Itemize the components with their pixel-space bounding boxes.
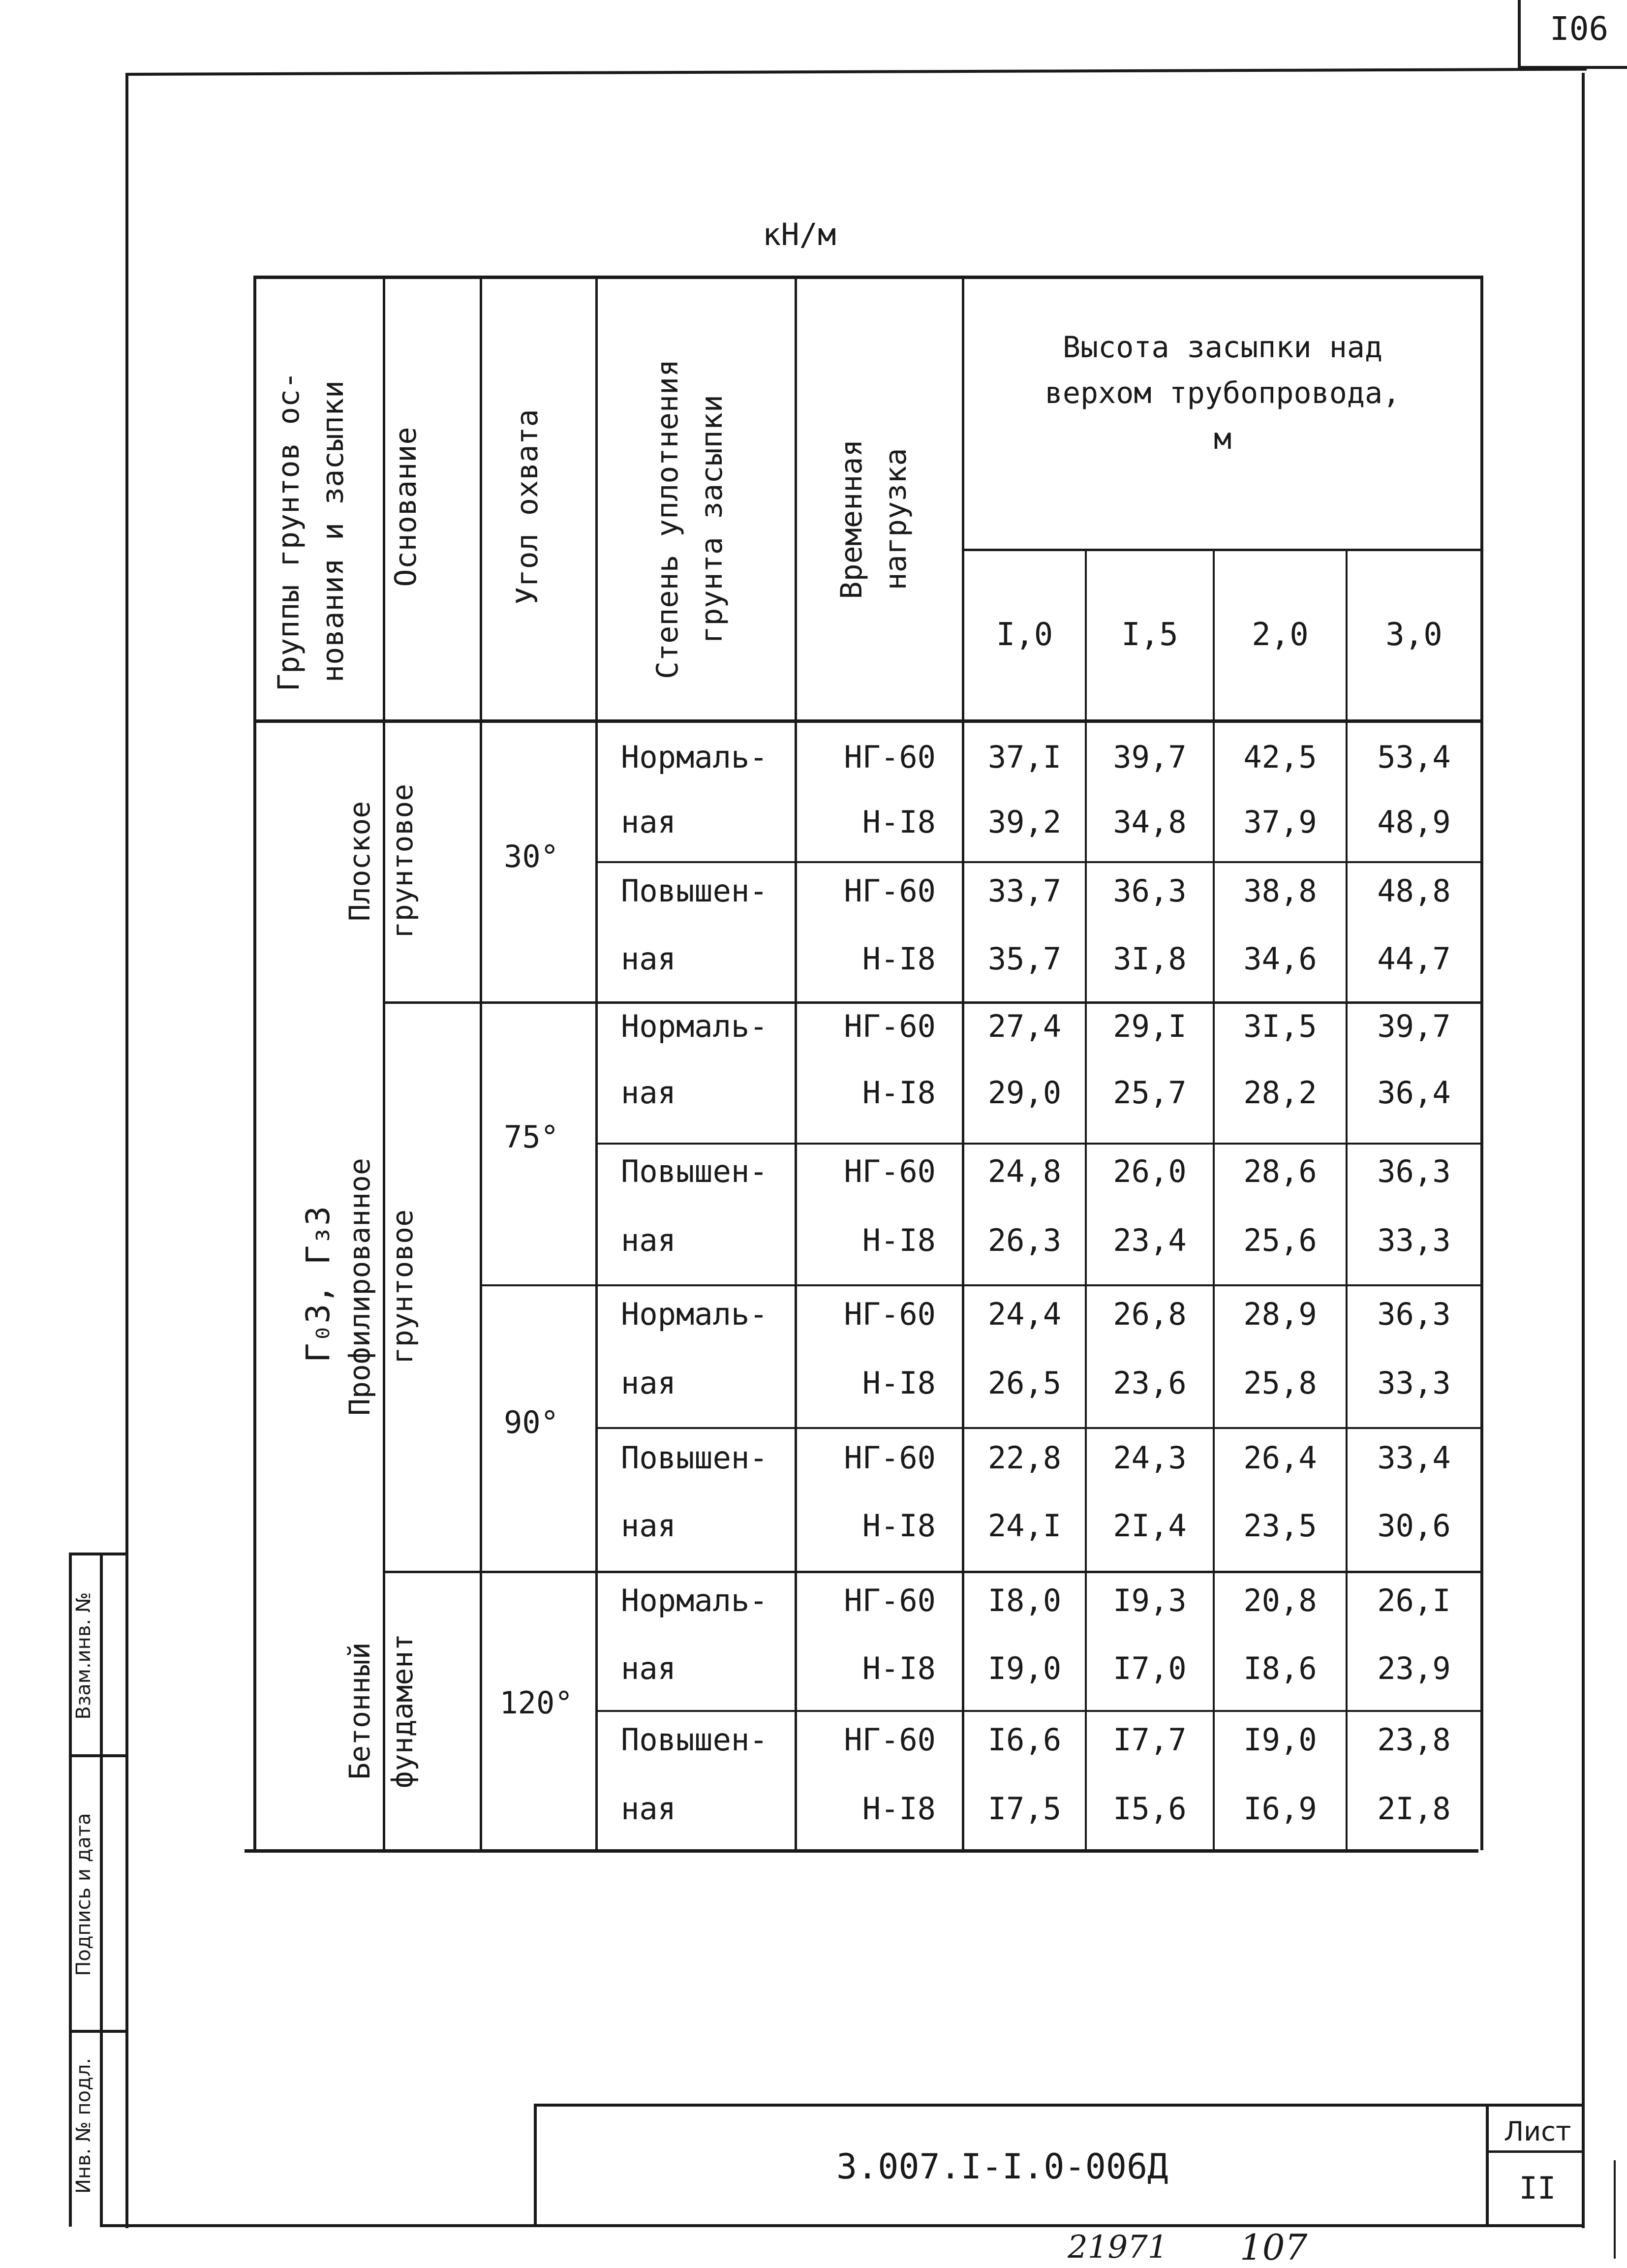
frame-top xyxy=(125,68,1587,76)
header-height: Высота засыпки над верхом трубопровода, м xyxy=(1044,330,1401,456)
height-subheader-rule xyxy=(963,549,1483,551)
table-cell: I9,0 xyxy=(987,1650,1062,1686)
table-cell: 33,4 xyxy=(1377,1440,1451,1476)
frame-bottom xyxy=(100,2224,1585,2227)
table-cell: 26,3 xyxy=(987,1222,1062,1258)
load-label: НГ-60 xyxy=(844,1296,936,1332)
sheet-number: II xyxy=(1519,2170,1556,2206)
table-cell: 44,7 xyxy=(1377,941,1451,977)
height-col-2: I,5 xyxy=(1121,617,1178,653)
compaction-normal-4b: ная xyxy=(621,1650,676,1686)
table-cell: 23,9 xyxy=(1377,1650,1451,1686)
table-cell: 33,3 xyxy=(1377,1222,1451,1258)
load-label: Н-I8 xyxy=(862,1508,936,1544)
table-cell: 29,I xyxy=(1113,1008,1187,1044)
stamp-vzam: Взам.инв. № xyxy=(72,1592,95,1720)
table-cell: I9,0 xyxy=(1243,1722,1317,1758)
compaction-normal-2b: ная xyxy=(621,1075,676,1111)
angle-75: 75° xyxy=(504,1119,559,1155)
load-label: Н-I8 xyxy=(862,804,936,840)
comp-rule-3 xyxy=(595,1427,1482,1429)
table-cell: 39,7 xyxy=(1377,1008,1451,1044)
compaction-normal-4: Нормаль- xyxy=(621,1583,768,1618)
compaction-raised-4: Повышен- xyxy=(621,1722,768,1758)
table-bottom-rule xyxy=(245,1849,1478,1853)
load-label: Н-I8 xyxy=(862,1791,936,1827)
table-cell: I6,9 xyxy=(1243,1791,1317,1827)
table-cell: 23,8 xyxy=(1377,1722,1451,1758)
top-sheet-number: I06 xyxy=(1550,10,1609,48)
angle-120: 120° xyxy=(499,1685,573,1721)
stamp-mid xyxy=(100,1553,103,2227)
title-block-left xyxy=(534,2104,537,2227)
table-cell: 2I,4 xyxy=(1113,1508,1187,1544)
compaction-normal-1: Нормаль- xyxy=(621,739,768,775)
table-cell: 38,8 xyxy=(1243,873,1317,909)
load-label: НГ-60 xyxy=(844,1440,936,1476)
table-cell: 23,5 xyxy=(1243,1508,1317,1544)
stamp-podpis: Подпись и дата xyxy=(72,1813,95,1976)
table-cell: 36,3 xyxy=(1113,873,1187,909)
load-label: НГ-60 xyxy=(844,1722,936,1758)
document-code: 3.007.I-I.0-006Д xyxy=(836,2146,1168,2187)
table-cell: I8,0 xyxy=(987,1583,1062,1618)
margin-mark xyxy=(1614,2160,1616,2259)
compaction-raised-1b: ная xyxy=(621,941,676,977)
table-cell: 28,6 xyxy=(1243,1153,1317,1189)
table-cell: 36,4 xyxy=(1377,1075,1451,1111)
compaction-raised-4b: ная xyxy=(621,1791,676,1827)
table-cell: I7,0 xyxy=(1113,1650,1187,1686)
top-number-divider xyxy=(1518,0,1521,69)
header-angle: Угол охвата xyxy=(510,409,545,605)
table-cell: 3I,8 xyxy=(1113,941,1187,977)
table-cell: 29,0 xyxy=(987,1075,1062,1111)
table-cell: 36,3 xyxy=(1377,1296,1451,1332)
table-top-rule xyxy=(253,276,1483,279)
table-cell: 37,9 xyxy=(1243,804,1317,840)
table-cell: 33,3 xyxy=(1377,1365,1451,1401)
compaction-normal-1b: ная xyxy=(621,804,676,840)
load-label: НГ-60 xyxy=(844,1008,936,1044)
table-cell: 26,5 xyxy=(987,1365,1062,1401)
load-label: Н-I8 xyxy=(862,1075,936,1111)
compaction-raised-3b: ная xyxy=(621,1508,676,1544)
table-cell: 28,9 xyxy=(1243,1296,1317,1332)
table-cell: 42,5 xyxy=(1243,739,1317,775)
title-block-sheet-divider xyxy=(1486,2104,1489,2227)
compaction-raised-1: Повышен- xyxy=(621,873,768,909)
table-cell: I8,6 xyxy=(1243,1650,1317,1686)
sheet-label: Лист xyxy=(1504,2116,1571,2147)
table-cell: 35,7 xyxy=(987,941,1062,977)
table-cell: 34,6 xyxy=(1243,941,1317,977)
soil-group-label: Г₀3, Г₃3 xyxy=(299,1206,337,1363)
table-cell: I9,3 xyxy=(1113,1583,1187,1618)
load-label: НГ-60 xyxy=(844,873,936,909)
table-cell: 25,7 xyxy=(1113,1075,1187,1111)
table-cell: 48,9 xyxy=(1377,804,1451,840)
handwritten-number-2: 107 xyxy=(1240,2227,1308,2268)
table-cell: 30,6 xyxy=(1377,1508,1451,1544)
load-label: НГ-60 xyxy=(844,1153,936,1189)
compaction-raised-3: Повышен- xyxy=(621,1440,768,1476)
table-cell: 26,0 xyxy=(1113,1153,1187,1189)
comp-rule-4 xyxy=(595,1710,1482,1712)
table-cell: 27,4 xyxy=(987,1008,1062,1044)
table-cell: 33,7 xyxy=(987,873,1062,909)
table-cell: 3I,5 xyxy=(1243,1008,1317,1044)
angle-90: 90° xyxy=(504,1404,559,1440)
height-col-3: 2,0 xyxy=(1252,617,1309,653)
table-cell: 26,I xyxy=(1377,1583,1451,1618)
table-cell: 24,4 xyxy=(987,1296,1062,1332)
load-label: Н-I8 xyxy=(862,1222,936,1258)
compaction-raised-2: Повышен- xyxy=(621,1153,768,1189)
table-cell: I7,5 xyxy=(987,1791,1062,1827)
table-cell: 28,2 xyxy=(1243,1075,1317,1111)
load-label: Н-I8 xyxy=(862,941,936,977)
comp-rule-1 xyxy=(595,861,1482,863)
angle-rule-1 xyxy=(480,1284,1482,1286)
table-cell: 24,8 xyxy=(987,1153,1062,1189)
comp-rule-2 xyxy=(595,1143,1482,1145)
table-cell: I5,6 xyxy=(1113,1791,1187,1827)
frame-right xyxy=(1582,73,1585,2228)
table-cell: 26,8 xyxy=(1113,1296,1187,1332)
angle-30: 30° xyxy=(504,839,559,874)
frame-left xyxy=(125,73,128,2228)
header-groups: Группы грунтов ос- нования и засыпки xyxy=(272,371,350,692)
compaction-raised-2b: ная xyxy=(621,1222,676,1258)
stamp-inv-podl: Инв. № подл. xyxy=(72,2058,95,2194)
load-label: Н-I8 xyxy=(862,1365,936,1401)
table-cell: 39,7 xyxy=(1113,739,1187,775)
stamp-top xyxy=(69,1553,128,1555)
table-cell: I6,6 xyxy=(987,1722,1062,1758)
header-compaction: Степень уплотнения грунта засыпки xyxy=(650,359,729,680)
table-cell: 23,4 xyxy=(1113,1222,1187,1258)
table-cell: I7,7 xyxy=(1113,1722,1187,1758)
load-label: НГ-60 xyxy=(844,739,936,775)
compaction-normal-2: Нормаль- xyxy=(621,1008,768,1044)
height-col-1: I,0 xyxy=(996,617,1053,653)
header-base: Основание xyxy=(389,427,423,587)
compaction-normal-3b: ная xyxy=(621,1365,676,1401)
height-col-4: 3,0 xyxy=(1385,617,1443,653)
units-label: кН/м xyxy=(763,217,836,252)
base-rule-2 xyxy=(383,1571,1482,1573)
table-cell: 26,4 xyxy=(1243,1440,1317,1476)
header-load: Временная нагрузка xyxy=(834,439,913,599)
col-line-3 xyxy=(595,276,598,1850)
base-rule-1 xyxy=(383,1001,1482,1004)
table-cell: 36,3 xyxy=(1377,1153,1451,1189)
load-label: Н-I8 xyxy=(862,1650,936,1686)
table-cell: 48,8 xyxy=(1377,873,1451,909)
handwritten-number-1: 21971 xyxy=(1068,2229,1168,2266)
table-cell: 53,4 xyxy=(1377,739,1451,775)
table-cell: 24,I xyxy=(987,1508,1062,1544)
table-cell: 34,8 xyxy=(1113,804,1187,840)
table-cell: 24,3 xyxy=(1113,1440,1187,1476)
col-line-0 xyxy=(253,276,256,1850)
table-cell: 39,2 xyxy=(987,804,1062,840)
table-cell: 20,8 xyxy=(1243,1583,1317,1618)
table-cell: 2I,8 xyxy=(1377,1791,1451,1827)
col-line-9 xyxy=(1480,276,1483,1850)
title-block-sheet-rule xyxy=(1486,2150,1584,2153)
table-cell: 23,6 xyxy=(1113,1365,1187,1401)
compaction-normal-3: Нормаль- xyxy=(621,1296,768,1332)
load-label: НГ-60 xyxy=(844,1583,936,1618)
table-cell: 37,I xyxy=(987,739,1062,775)
base-concrete: Бетонный фундамент xyxy=(343,1633,419,1789)
title-block-top xyxy=(534,2104,1584,2107)
table-cell: 25,8 xyxy=(1243,1365,1317,1401)
table-cell: 22,8 xyxy=(987,1440,1062,1476)
base-profiled: Профилированное грунтовое xyxy=(343,1158,419,1416)
base-flat: Плоское грунтовое xyxy=(343,783,419,939)
table-cell: 25,6 xyxy=(1243,1222,1317,1258)
col-line-2 xyxy=(480,276,482,1850)
